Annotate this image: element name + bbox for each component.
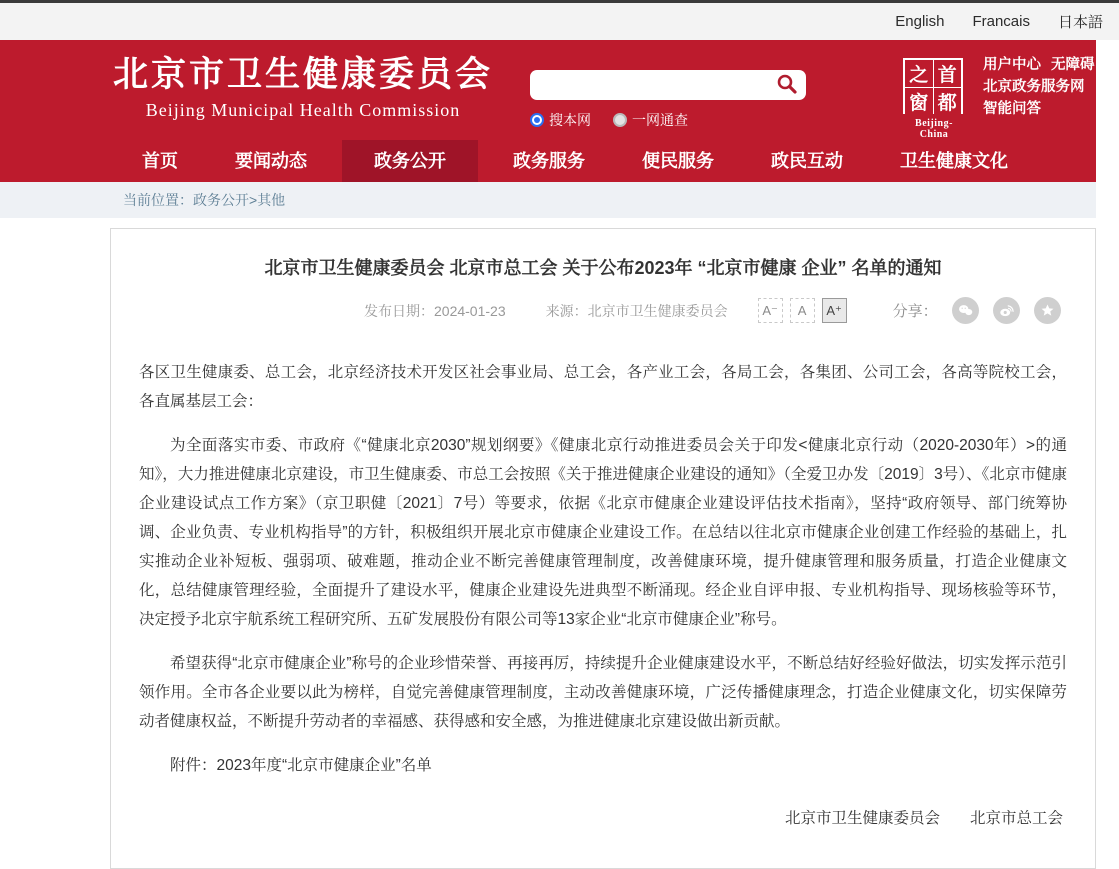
logo-char: 之 <box>905 60 933 87</box>
share-controls <box>893 297 1061 324</box>
breadcrumb-separator: > <box>249 192 258 208</box>
qzone-share-icon[interactable] <box>1034 297 1061 324</box>
link-gov-service-network[interactable]: 北京政务服务网 <box>983 79 1085 95</box>
site-header <box>0 40 1096 140</box>
radio-search-network[interactable] <box>613 110 688 130</box>
search-area <box>530 70 806 130</box>
lang-english[interactable]: English <box>895 13 945 30</box>
language-bar <box>0 3 1119 40</box>
font-larger-button[interactable]: A⁺ <box>822 298 847 323</box>
site-subtitle: Beijing Municipal Health Commission <box>145 100 461 120</box>
logo-caption: Beijing-China <box>915 118 953 140</box>
article-container <box>110 228 1096 869</box>
paragraph-attachment: 附件：2023年度“北京市健康企业”名单 <box>170 757 432 774</box>
capital-window-logo-icon <box>903 58 963 114</box>
paragraph-hope: 希望获得“北京市健康企业”称号的企业珍惜荣誉、再接再厉，持续提升企业健康建设水平，不断总结好经验好做法，切实发挥示范引领作用。全市各企业要以此为榜样，自觉完善健康管理制度，主动改善健康环境，广泛传播健康理念，打造企业健康文化，切实保障劳动者健康权益，不断提升劳动者的幸福感、获得感和安全感，为推进健康北京建设做出新贡献。 <box>139 655 1067 730</box>
search-scope-options <box>530 110 806 130</box>
main-nav <box>0 140 1096 182</box>
search-input[interactable] <box>542 72 806 98</box>
article-source: 来源：北京市卫生健康委员会 <box>545 302 728 319</box>
signature-labor-union: 北京市总工会 <box>969 810 1063 827</box>
publish-date: 发布日期：2024-01-23 <box>364 302 506 319</box>
site-logo[interactable] <box>113 53 493 123</box>
font-smaller-button[interactable]: A⁻ <box>758 298 783 323</box>
nav-item-news[interactable]: 要闻动态 <box>235 151 307 171</box>
logo-char: 窗 <box>905 88 933 115</box>
signature-health-commission: 北京市卫生健康委员会 <box>784 810 940 827</box>
font-size-controls <box>758 298 847 323</box>
logo-char: 都 <box>934 88 962 115</box>
nav-item-home[interactable]: 首页 <box>142 151 178 171</box>
radio-search-site[interactable] <box>530 110 591 130</box>
article-body <box>139 358 1067 780</box>
paragraph-salutation: 各区卫生健康委、总工会，北京经济技术开发区社会事业局、总工会，各产业工会，各局工会，各集团、公司工会，各高等院校工会，各直属基层工会： <box>139 364 1067 410</box>
nav-item-health-culture[interactable]: 卫生健康文化 <box>900 151 1008 171</box>
nav-item-interaction[interactable]: 政民互动 <box>771 151 843 171</box>
breadcrumb-section-link[interactable]: 政务公开 <box>193 192 249 208</box>
lang-japanese[interactable]: 日本語 <box>1057 14 1103 31</box>
breadcrumb-prefix: 当前位置： <box>123 192 193 208</box>
breadcrumb <box>0 182 1096 218</box>
wechat-share-icon[interactable] <box>952 297 979 324</box>
article-signature <box>139 806 1067 828</box>
link-accessibility[interactable]: 无障碍 <box>1051 57 1095 73</box>
lang-francais[interactable]: Francais <box>972 13 1030 30</box>
radio-search-site-label: 搜本网 <box>549 112 591 128</box>
link-smart-qa[interactable]: 智能问答 <box>983 101 1041 117</box>
article-meta <box>364 297 1067 324</box>
nav-item-public-services[interactable]: 便民服务 <box>642 151 714 171</box>
radio-search-network-label: 一网通查 <box>632 112 688 128</box>
quick-links <box>983 54 1095 120</box>
search-box <box>530 70 806 100</box>
search-icon <box>776 73 798 98</box>
nav-item-gov-services[interactable]: 政务服务 <box>513 151 585 171</box>
share-label: 分享： <box>892 303 938 320</box>
radio-unselected-icon <box>613 113 627 127</box>
logo-char: 首 <box>934 60 962 87</box>
site-title: 北京市卫生健康委员会 <box>113 55 494 94</box>
capital-window-logo[interactable] <box>903 58 965 140</box>
radio-selected-icon <box>530 113 544 127</box>
breadcrumb-current: 其他 <box>257 192 286 208</box>
nav-item-gov-disclosure[interactable]: 政务公开 <box>342 140 478 182</box>
weibo-share-icon[interactable] <box>993 297 1020 324</box>
search-button[interactable] <box>774 73 800 97</box>
font-normal-button[interactable]: A <box>790 298 815 323</box>
paragraph-main: 为全面落实市委、市政府《“健康北京2030”规划纲要》《健康北京行动推进委员会关于印发<健康北京行动（2020-2030年）>的通知》，大力推进健康北京建设，市卫生健康委、市总工会按照《关于推进健康企业建设的通知》（全爱卫办发〔2019〕3号）、《北京市健康企业建设试点工作方案》（京卫职健〔2021〕7号）等要求，依据《北京市健康企业建设评估技术指南》，坚持“政府领导、部门统筹协调、企业负责、专业机构指导”的方针，积极组织开展北京市健康企业建设工作。在总结以往北京市健康企业创建工作经验的基础上，扎实推动企业补短板、强弱项、破难题，推动企业不断完善健康管理制度，改善健康环境，提升健康管理和服务质量，打造企业健康文化，总结健康管理经验，全面提升了建设水平，健康企业建设先进典型不断涌现。经企业自评申报、专业机构指导、现场核验等环节，决定授予北京宇航系统工程研究所、五矿发展股份有限公司等13家企业“北京市健康企业”称号。 <box>139 437 1067 628</box>
link-user-center[interactable]: 用户中心 <box>983 57 1041 73</box>
article-title: 北京市卫生健康委员会 北京市总工会 关于公布2023年 “北京市健康 企业” 名单的通知 <box>264 258 942 278</box>
